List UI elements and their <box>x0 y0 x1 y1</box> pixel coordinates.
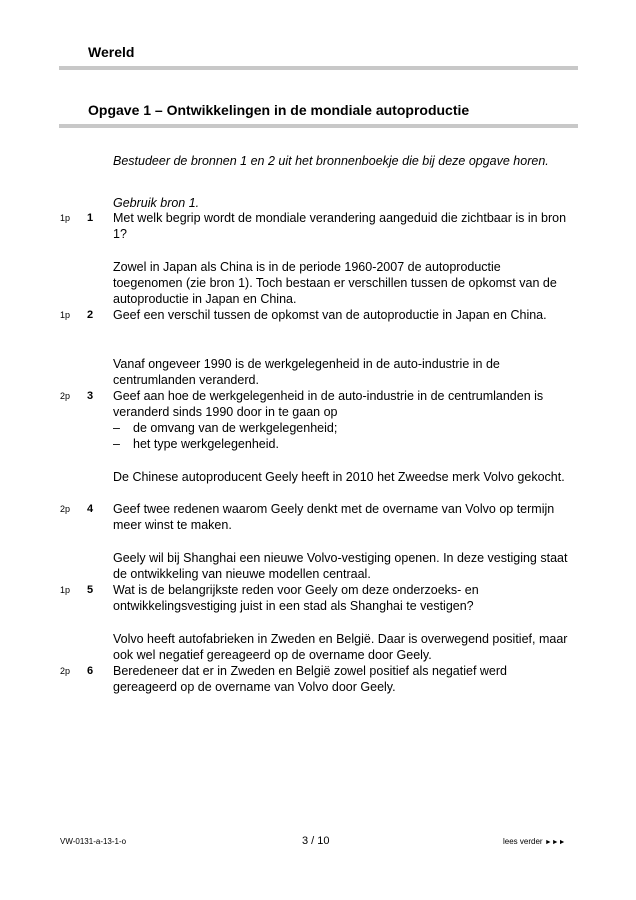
footer-continue-label: lees verder <box>503 837 543 846</box>
intro-use-source: Gebruik bron 1. <box>113 196 200 210</box>
question-points: 1p <box>60 213 71 223</box>
question-text: Geef aan hoe de werkgelegenheid in de auto-industrie in de centrumlanden is veranderd sinds 1990 door in te gaan op <box>113 389 544 419</box>
question-text: Met welk begrip wordt de mondiale verandering aangeduid die zichtbaar is in bron 1? <box>113 211 567 241</box>
footer-continue <box>503 837 566 846</box>
question-text: Geef twee redenen waarom Geely denkt met de overname van Volvo op termijn meer winst te maken. <box>113 502 555 532</box>
question-number: 6 <box>87 665 94 677</box>
question-body <box>113 388 573 452</box>
question-points: 1p <box>60 310 71 320</box>
question-number: 4 <box>87 503 94 515</box>
question-text: Wat is de belangrijkste reden voor Geely om deze onderzoeks- en ontwikkelingsvestiging juist in een stad als Shanghai te vestigen? <box>113 583 479 613</box>
list-item: – de omvang van de werkgelegenheid; <box>113 421 338 435</box>
question-text: Beredeneer dat er in Zweden en België zowel positief als negatief werd gereageerd op de overname van Volvo door Geely. <box>113 664 507 694</box>
list-item-text: de omvang van de werkgelegenheid; <box>133 421 338 435</box>
bullet-list <box>113 420 573 452</box>
list-item: – het type werkgelegenheid. <box>113 437 279 451</box>
question-context: Vanaf ongeveer 1990 is de werkgelegenheid in de auto-industrie in de centrumlanden veranderd. <box>113 357 500 387</box>
header-divider <box>59 66 578 70</box>
intro-instruction: Bestudeer de bronnen 1 en 2 uit het bronnenboekje die bij deze opgave horen. <box>113 154 549 168</box>
question-points: 2p <box>60 504 71 514</box>
question-text: Geef een verschil tussen de opkomst van de autoproductie in Japan en China. <box>113 308 547 322</box>
page-header-title: Wereld <box>88 44 135 60</box>
question-number: 3 <box>87 390 94 402</box>
question-context: Zowel in Japan als China is in de periode 1960-2007 de autoproductie toegenomen (zie bron 1). Toch bestaan er verschillen tussen de opkomst van de autoproductie in Japan en China. <box>113 260 557 306</box>
list-item-text: het type werkgelegenheid. <box>133 437 279 451</box>
footer-exam-code: VW-0131-a-13-1-o <box>60 837 127 846</box>
question-number: 1 <box>87 212 94 224</box>
section-title: Opgave 1 – Ontwikkelingen in de mondiale autoproductie <box>88 102 470 118</box>
question-points: 1p <box>60 585 71 595</box>
question-points: 2p <box>60 666 71 676</box>
section-divider <box>59 124 578 128</box>
triple-arrow-icon: ►►► <box>544 839 566 846</box>
question-number: 5 <box>87 584 94 596</box>
question-context: Geely wil bij Shanghai een nieuwe Volvo-vestiging openen. In deze vestiging staat de ontwikkeling van nieuwe modellen centraal. <box>113 551 568 581</box>
question-points: 2p <box>60 391 71 401</box>
question-context: Volvo heeft autofabrieken in Zweden en België. Daar is overwegend positief, maar ook wel negatief gereageerd op de overname door Geely. <box>113 632 568 662</box>
question-number: 2 <box>87 309 94 321</box>
footer-page-number: 3 / 10 <box>302 835 330 847</box>
question-context: De Chinese autoproducent Geely heeft in 2010 het Zweedse merk Volvo gekocht. <box>113 470 565 484</box>
